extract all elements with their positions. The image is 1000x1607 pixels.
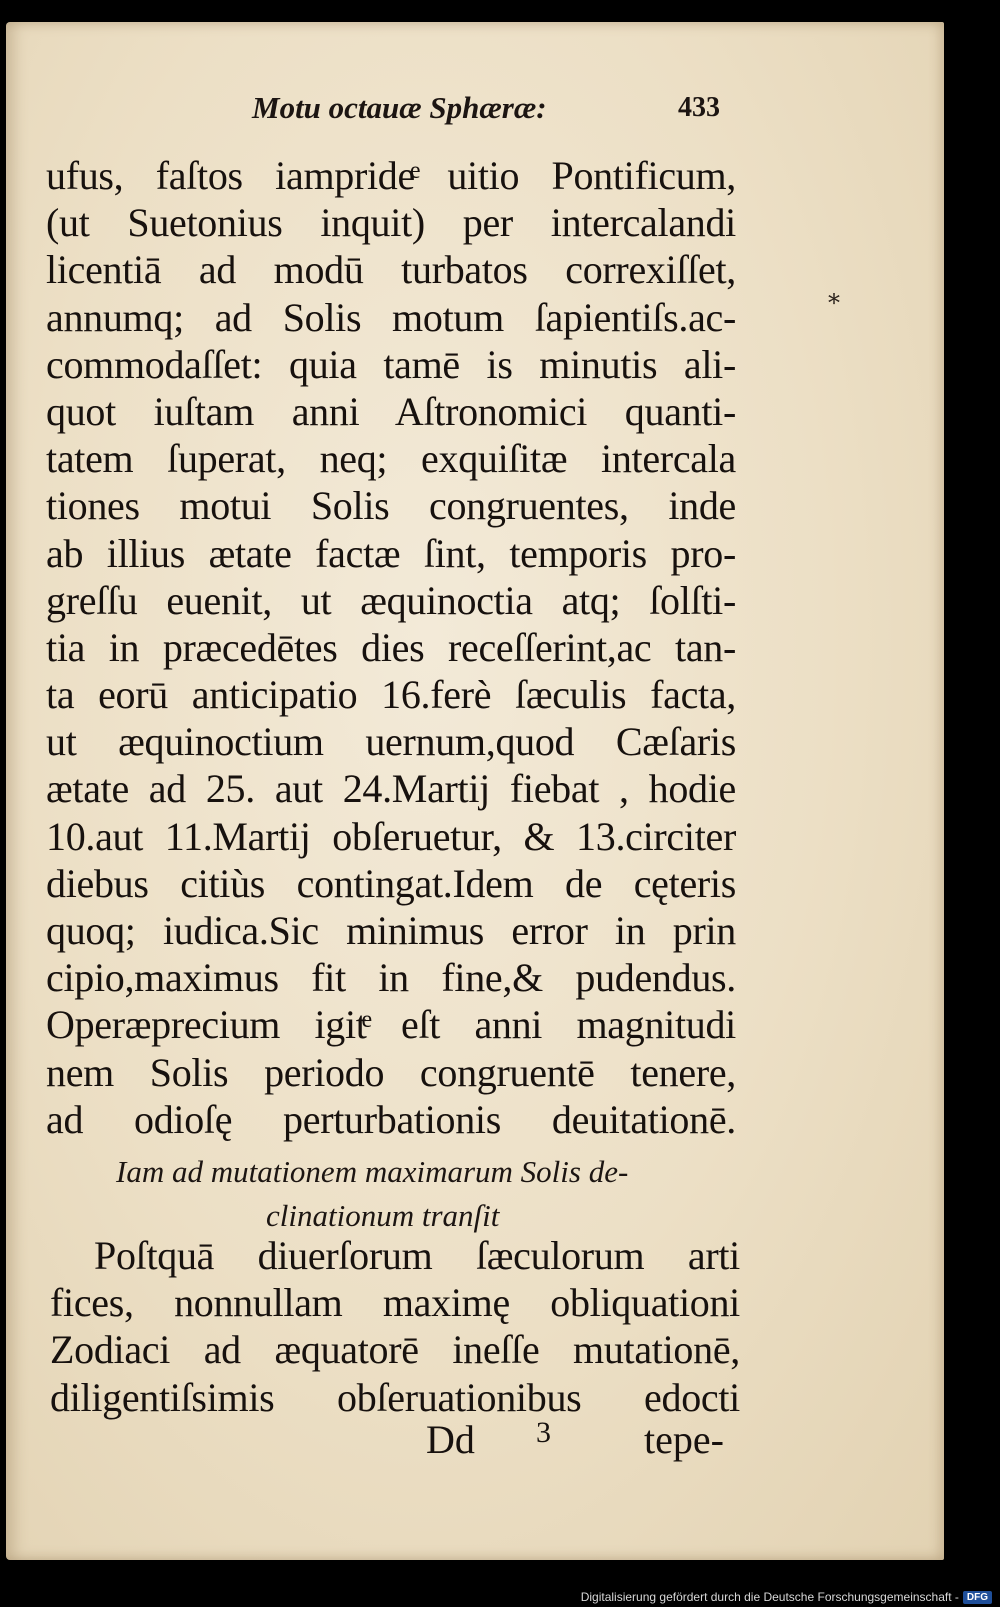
- credit-text: Digitalisierung gefördert durch die Deutsche Forschungsgemeinschaft -: [580, 1590, 959, 1604]
- text-line: nem Solis periodo congruentē tenere,: [46, 1049, 736, 1095]
- running-title: Motu octauæ Sphæræ:: [252, 90, 547, 125]
- text-line: diligentiſsimis obſeruationibus edocti: [50, 1374, 740, 1420]
- main-text-block: [46, 152, 736, 1143]
- signature-number: 3: [536, 1416, 551, 1449]
- signature-mark: Dd: [426, 1417, 475, 1462]
- digitization-credit: [581, 1590, 992, 1604]
- text-line: licentiā ad modū turbatos correxiſſet,: [46, 247, 736, 293]
- text-line: tiones motui Solis congruentes, inde: [46, 483, 736, 529]
- text-line: Operæprecium igitͤ eſt anni magnitudi: [46, 1002, 736, 1048]
- text-line: quoq; iudica.Sic minimus error in prin: [46, 908, 736, 953]
- marginal-mark: *: [828, 289, 840, 317]
- catchword: tepe-: [644, 1417, 724, 1462]
- text-line: Zodiaci ad æquatorē ineſſe mutationē,: [50, 1327, 740, 1373]
- dfg-logo-icon: DFG: [963, 1591, 992, 1604]
- text-line: annumq; ad Solis motum ſapientiſs.ac-: [46, 294, 736, 340]
- text-line: 10.aut 11.Martij obſeruetur, & 13.circiter: [46, 813, 736, 859]
- section-heading: [116, 1150, 676, 1238]
- text-line: diebus citiùs contingat.Idem de cęteris: [46, 860, 736, 906]
- text-line: ab illius ætate factæ ſint, temporis pro-: [46, 530, 736, 576]
- text-line: ta eorū anticipatio 16.ferè ſæculis facta,: [46, 672, 736, 718]
- section-heading-line-2: clinationum tranſit: [266, 1198, 500, 1233]
- text-line: fices, nonnullam maximę obliquationi: [50, 1280, 740, 1326]
- text-line: tatem ſuperat, neq; exquiſitæ intercala: [46, 436, 736, 482]
- text-line: greſſu euenit, ut æquinoctia atq; ſolſti-: [46, 577, 736, 623]
- text-line: ætate ad 25. aut 24.Martij fiebat , hodie: [46, 766, 736, 812]
- text-line: (ut Suetonius inquit) per intercalandi: [46, 200, 736, 246]
- text-line: ad odioſę perturbationis deuitationē.: [46, 1096, 736, 1142]
- book-page: [6, 22, 944, 1560]
- page-number: 433: [678, 92, 720, 123]
- text-line: quot iuſtam anni Aſtronomici quanti-: [46, 388, 736, 434]
- text-line: Poſtquā diuerſorum ſæculorum arti: [94, 1233, 740, 1278]
- section-heading-line-1: Iam ad mutationem maximarum Solis de-: [116, 1154, 629, 1189]
- text-line: commodaſſet: quia tamē is minutis ali-: [46, 341, 736, 387]
- second-text-block: [50, 1232, 740, 1421]
- text-line: ut æquinoctium uernum,quod Cæſaris: [46, 719, 736, 765]
- text-line: cipio,maximus fit in fine,& pudendus.: [46, 955, 736, 1001]
- text-line: tia in præcedētes dies receſſerint,ac tan-: [46, 624, 736, 670]
- text-line: ufus, faſtos iamprideͤ uitio Pontificum,: [46, 153, 736, 198]
